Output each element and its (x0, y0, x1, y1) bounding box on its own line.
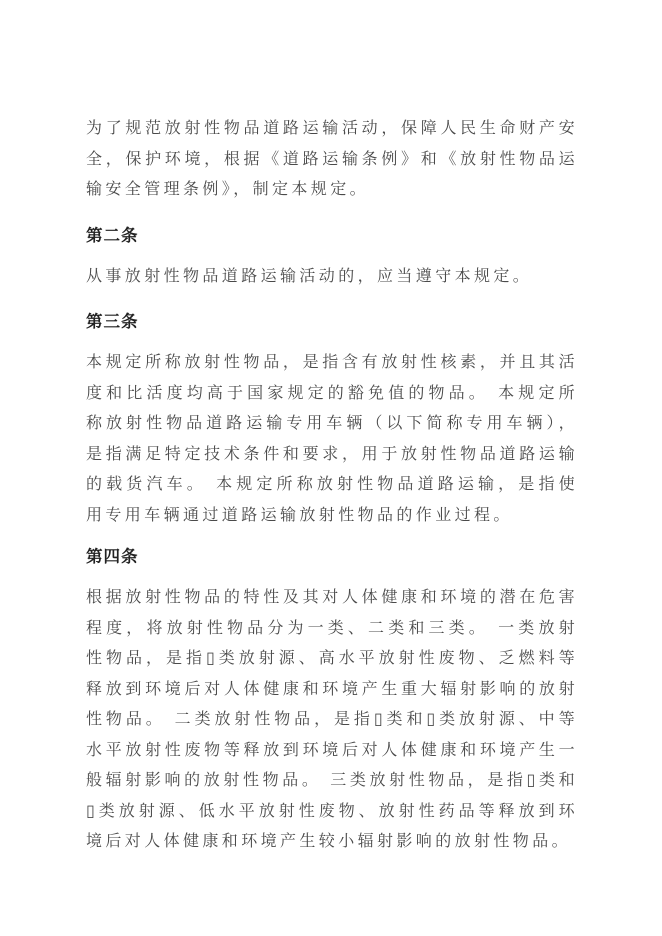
article-3-body: 本规定所称放射性物品，是指含有放射性核素，并且其活度和比活度均高于国家规定的豁免值的物品。 本规定所称放射性物品道路运输专用车辆（以下简称专用车辆），是指满足特定技术条件和要求，用于放射性物品道路运输的载货汽车。 本规定所称放射性物品道路运输，是指使用专用车辆通过道路运输放射性物品的作业过程。 (86, 352, 578, 524)
article-4-heading: 第四条 (86, 547, 139, 566)
article-2-heading: 第二条 (86, 225, 139, 245)
article-2-body: 从事放射性物品道路运输活动的，应当遵守本规定。 (86, 265, 533, 285)
article-3-heading: 第三条 (86, 312, 139, 331)
intro-paragraph: 为了规范放射性物品道路运输活动，保障人民生命财产安全，保护环境，根据《道路运输条例》和《放射性物品运输安全管理条例》，制定本规定。 (86, 118, 578, 198)
document-page (86, 113, 578, 857)
article-4-body: 根据放射性物品的特性及其对人体健康和环境的潜在危害程度，将放射性物品分为一类、二类和三类。 一类放射性物品，是指▯类放射源、高水平放射性废物、乏燃料等释放到环境后对人体健康和环境产生重大辐射影响的放射性物品。 二类放射性物品，是指▯类和▯类放射源、中等水平放射性废物等释放到环境后对人体健康和环境产生一般辐射影响的放射性物品。 三类放射性物品，是指▯类和▯类放射源、低水平放射性废物、放射性药品等释放到环境后对人体健康和环境产生较小辐射影响的放射性物品。 (86, 587, 578, 850)
